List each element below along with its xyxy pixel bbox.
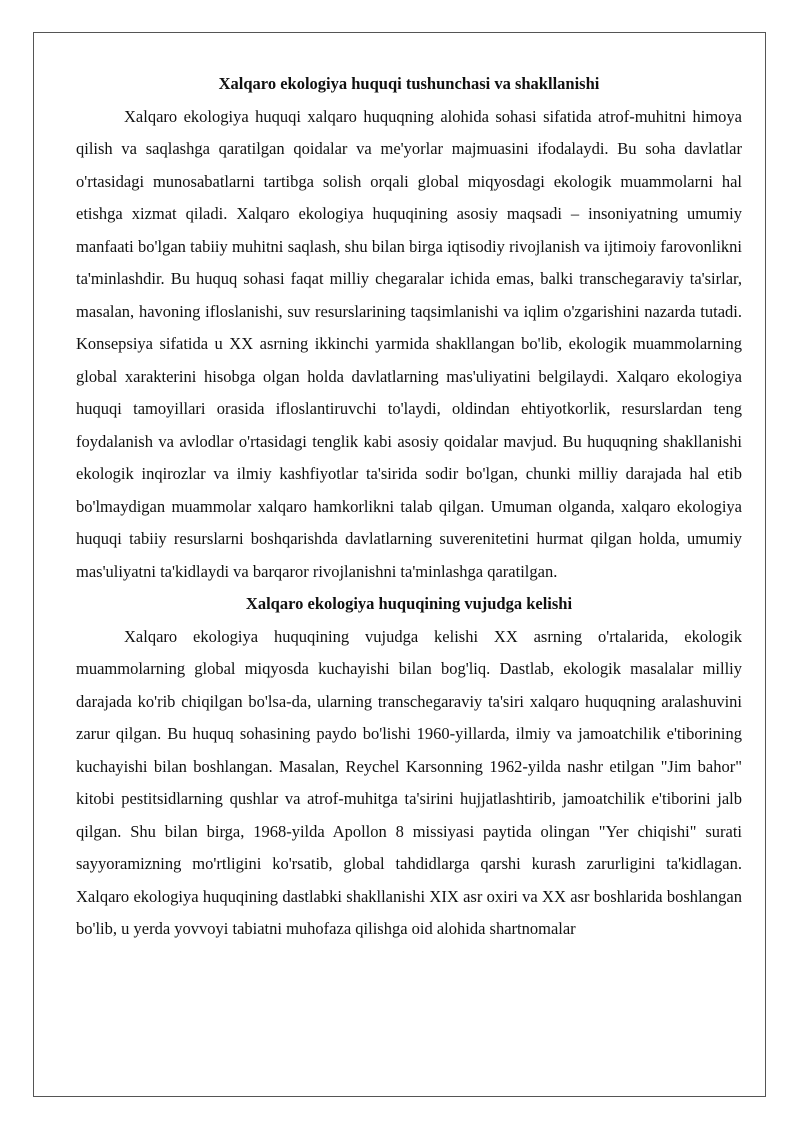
document-body bbox=[76, 68, 742, 946]
body-paragraph: Xalqaro ekologiya huquqining vujudga kelishi XX asrning o'rtalarida, ekologik muammolarning global miqyosda kuchayishi bilan bog'liq. Dastlab, ekologik masalalar milliy darajada ko'rib chiqilgan bo'lsa-da, ularning transchegaraviy ta'siri xalqaro huquqning aralashuvini zarur qilgan. Bu huquq sohasining paydo bo'lishi 1960-yillarda, ilmiy va jamoatchilik e'tiborining kuchayishi bilan boshlangan. Masalan, Reychel Karsonning 1962-yilda nashr etilgan "Jim bahor" kitobi pestitsidlarning qushlar va atrof-muhitga ta'sirini hujjatlashtirib, jamoatchilik e'tiborini jalb qilgan. Shu bilan birga, 1968-yilda Apollon 8 missiyasi paytida olingan "Yer chiqishi" surati sayyoramizning mo'rtligini ko'rsatib, global tahdidlarga qarshi kurash zarurligini ta'kidlagan. Xalqaro ekologiya huquqining dastlabki shakllanishi XIX asr oxiri va XX asr boshlarida boshlangan bo'lib, u yerda yovvoyi tabiatni muhofaza qilishga oid alohida shartnomalar bbox=[76, 626, 742, 938]
body-paragraph: Xalqaro ekologiya huquqi xalqaro huquqning alohida sohasi sifatida atrof-muhitni himoya qilish va saqlashga qaratilgan qoidalar va me'yorlar majmuasini ifodalaydi. Bu soha davlatlar o'rtasidagi munosabatlarni tartibga solish orqali global miqyosdagi ekologik muammolarni hal etishga xizmat qiladi. Xalqaro ekologiya huquqining asosiy maqsadi – insoniyatning umumiy manfaati bo'lgan tabiiy muhitni saqlash, shu bilan birga iqtisodiy rivojlanish va ijtimoiy farovonlikni ta'minlashdir. Bu huquq sohasi faqat milliy chegaralar ichida emas, balki transchegaraviy ta'sirlar, masalan, havoning ifloslanishi, suv resurslarining taqsimlanishi va iqlim o'zgarishini nazarda tutadi. Konsepsiya sifatida u XX asrning ikkinchi yarmida shakllangan bo'lib, ekologik muammolarning global xarakterini hisobga olgan holda davlatlarning mas'uliyatini belgilaydi. Xalqaro ekologiya huquqi tamoyillari orasida ifloslantiruvchi to'laydi, oldindan ehtiyotkorlik, resurslardan teng foydalanish va avlodlar o'rtasidagi tenglik kabi asosiy qoidalar mavjud. Bu huquqning shakllanishi ekologik inqirozlar va ilmiy kashfiyotlar ta'sirida sodir bo'lgan, chunki milliy darajada hal etib bo'lmaydigan muammolar xalqaro hamkorlikni talab qilgan. Umuman olganda, xalqaro ekologiya huquqi tabiiy resurslarni boshqarishda davlatlarning suverenitetini hurmat qilgan holda, umumiy mas'uliyatni ta'kidlaydi va barqaror rivojlanishni ta'minlashga qaratilgan. bbox=[76, 106, 742, 581]
section-heading: Xalqaro ekologiya huquqi tushunchasi va shakllanishi bbox=[218, 74, 600, 93]
section-heading: Xalqaro ekologiya huquqining vujudga kelishi bbox=[245, 594, 573, 613]
